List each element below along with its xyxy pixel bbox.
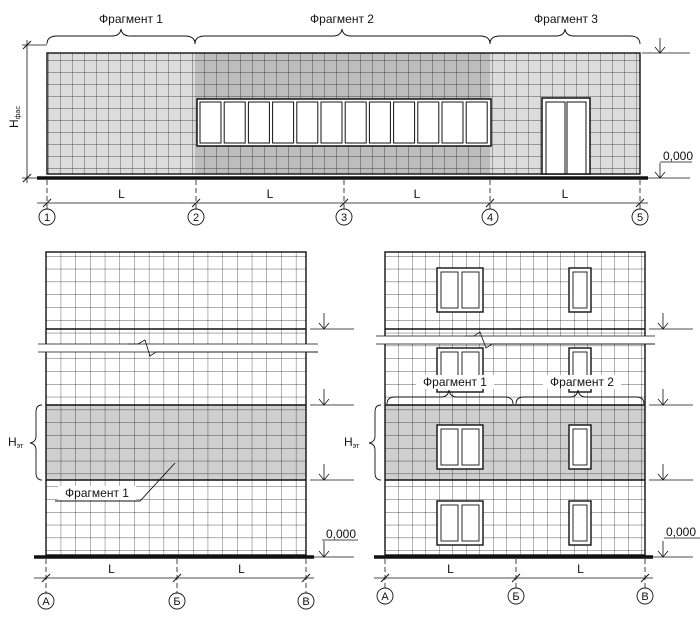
right-facade-tiles	[385, 252, 645, 555]
axis-label: В	[302, 596, 310, 608]
label-level-top: 0,000	[663, 149, 694, 163]
window-pane	[418, 102, 439, 143]
window-double	[437, 268, 483, 312]
span-label: L	[108, 562, 115, 576]
right-facade	[344, 252, 700, 604]
window-double	[437, 501, 483, 545]
brace-fragment-2	[195, 29, 490, 44]
axis-label: А	[42, 596, 50, 608]
right-height-label: Hэт	[344, 435, 360, 450]
label-height-facade: Hфас	[7, 106, 22, 128]
brace-fragment-3	[490, 29, 640, 44]
window-double	[437, 425, 483, 469]
label-fragment-1: Фрагмент 1	[99, 12, 163, 26]
axis-label: 2	[192, 212, 200, 224]
window-single	[569, 501, 591, 545]
label-fragment-3: Фрагмент 3	[534, 12, 598, 26]
span-label: L	[266, 187, 274, 201]
top-facade	[7, 12, 693, 225]
window-pane	[273, 102, 294, 143]
brace-fragment-1	[47, 29, 195, 44]
axis-label: В	[641, 591, 649, 603]
span-label: L	[577, 562, 584, 576]
right-break-gap	[378, 336, 654, 344]
left-height-brace	[30, 405, 42, 480]
right-height-brace	[369, 405, 381, 480]
door	[542, 98, 590, 174]
window-pane	[200, 102, 221, 143]
window-single	[569, 425, 591, 469]
span-label: L	[238, 562, 245, 576]
left-facade	[8, 252, 358, 609]
axis-label: 5	[636, 212, 644, 224]
right-level-label: 0,000	[666, 525, 697, 539]
span-label: L	[118, 187, 125, 201]
right-fragment-1-label: Фрагмент 1	[423, 375, 487, 389]
axis-label: 4	[486, 212, 494, 224]
window-pane	[345, 102, 366, 143]
axis-label: Б	[512, 591, 520, 603]
window-pane	[248, 102, 269, 143]
ribbon-window	[197, 99, 491, 146]
window-single	[569, 268, 591, 312]
axis-label: А	[381, 591, 389, 603]
label-fragment-2: Фрагмент 2	[310, 12, 374, 26]
span-label: L	[561, 187, 569, 201]
break-gap	[40, 344, 318, 352]
window-pane	[224, 102, 245, 143]
span-label: L	[447, 562, 454, 576]
window-pane	[394, 102, 415, 143]
window-pane	[466, 102, 487, 143]
left-fragment-label: Фрагмент 1	[65, 486, 129, 500]
axis-label: 3	[340, 212, 348, 224]
axis-label: 1	[43, 212, 51, 224]
right-fragment-2-label: Фрагмент 2	[550, 375, 614, 389]
left-level-label: 0,000	[326, 527, 357, 541]
window-pane	[369, 102, 390, 143]
window-pane	[442, 102, 463, 143]
span-label: L	[413, 187, 421, 201]
left-height-label: Hэт	[8, 435, 24, 450]
window-pane	[297, 102, 318, 143]
left-facade-tiles	[46, 252, 306, 555]
window-pane	[321, 102, 342, 143]
axis-label: Б	[173, 596, 181, 608]
